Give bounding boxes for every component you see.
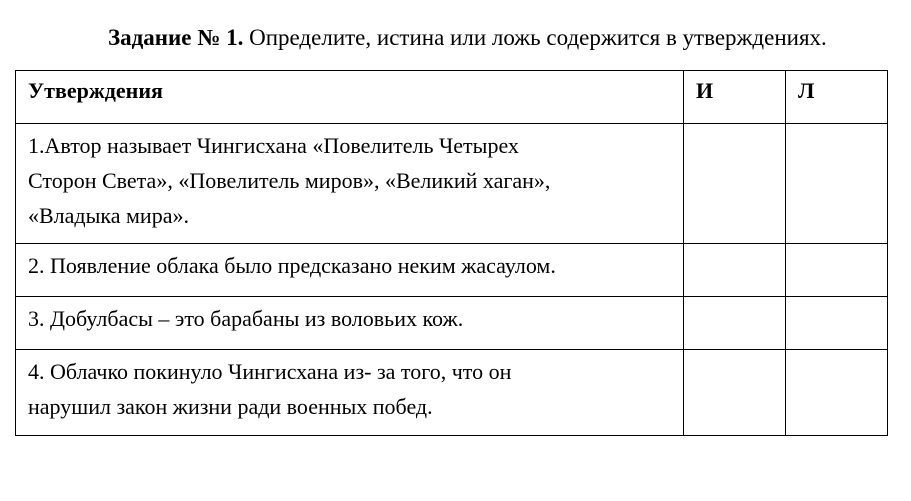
answer-false-cell[interactable] xyxy=(786,350,888,436)
statement-cell xyxy=(16,244,684,297)
statement-line: «Владыка мира». xyxy=(28,203,189,228)
statement-line: Сторон Света», «Повелитель миров», «Великий хаган», xyxy=(28,168,551,193)
header-statements-label: Утверждения xyxy=(28,78,163,103)
statement-line: 4. Облачко покинуло Чингисхана из- за того, что он xyxy=(28,359,512,384)
answer-false-cell[interactable] xyxy=(786,297,888,350)
answer-false-cell[interactable] xyxy=(786,124,888,244)
table-row xyxy=(16,124,888,244)
statement-cell xyxy=(16,124,684,244)
statements-table xyxy=(15,70,888,436)
header-statements xyxy=(16,71,684,124)
statement-cell xyxy=(16,297,684,350)
table-row xyxy=(16,297,888,350)
header-true xyxy=(684,71,786,124)
statement-line: 3. Добулбасы – это барабаны из воловьих кож. xyxy=(28,306,464,331)
statement-cell xyxy=(16,350,684,436)
task-heading xyxy=(108,22,827,54)
table-header-row xyxy=(16,71,888,124)
statement-text xyxy=(16,244,683,283)
statement-line: нарушил закон жизни ради военных побед. xyxy=(28,394,433,419)
statement-text xyxy=(16,297,683,336)
task-instruction: Определите, истина или ложь содержится в утверждениях. xyxy=(249,25,827,50)
header-true-label: И xyxy=(696,78,714,103)
statement-text xyxy=(16,350,683,424)
statement-line: 1.Автор называет Чингисхана «Повелитель Четырех xyxy=(28,133,519,158)
table-row xyxy=(16,350,888,436)
table-row xyxy=(16,244,888,297)
answer-true-cell[interactable] xyxy=(684,350,786,436)
header-false-label: Л xyxy=(798,78,815,103)
answer-false-cell[interactable] xyxy=(786,244,888,297)
answer-true-cell[interactable] xyxy=(684,244,786,297)
statement-text xyxy=(16,124,683,233)
answer-true-cell[interactable] xyxy=(684,124,786,244)
answer-true-cell[interactable] xyxy=(684,297,786,350)
statement-line: 2. Появление облака было предсказано неким жасаулом. xyxy=(28,253,556,278)
header-false xyxy=(786,71,888,124)
task-label: Задание № 1. xyxy=(108,25,244,50)
